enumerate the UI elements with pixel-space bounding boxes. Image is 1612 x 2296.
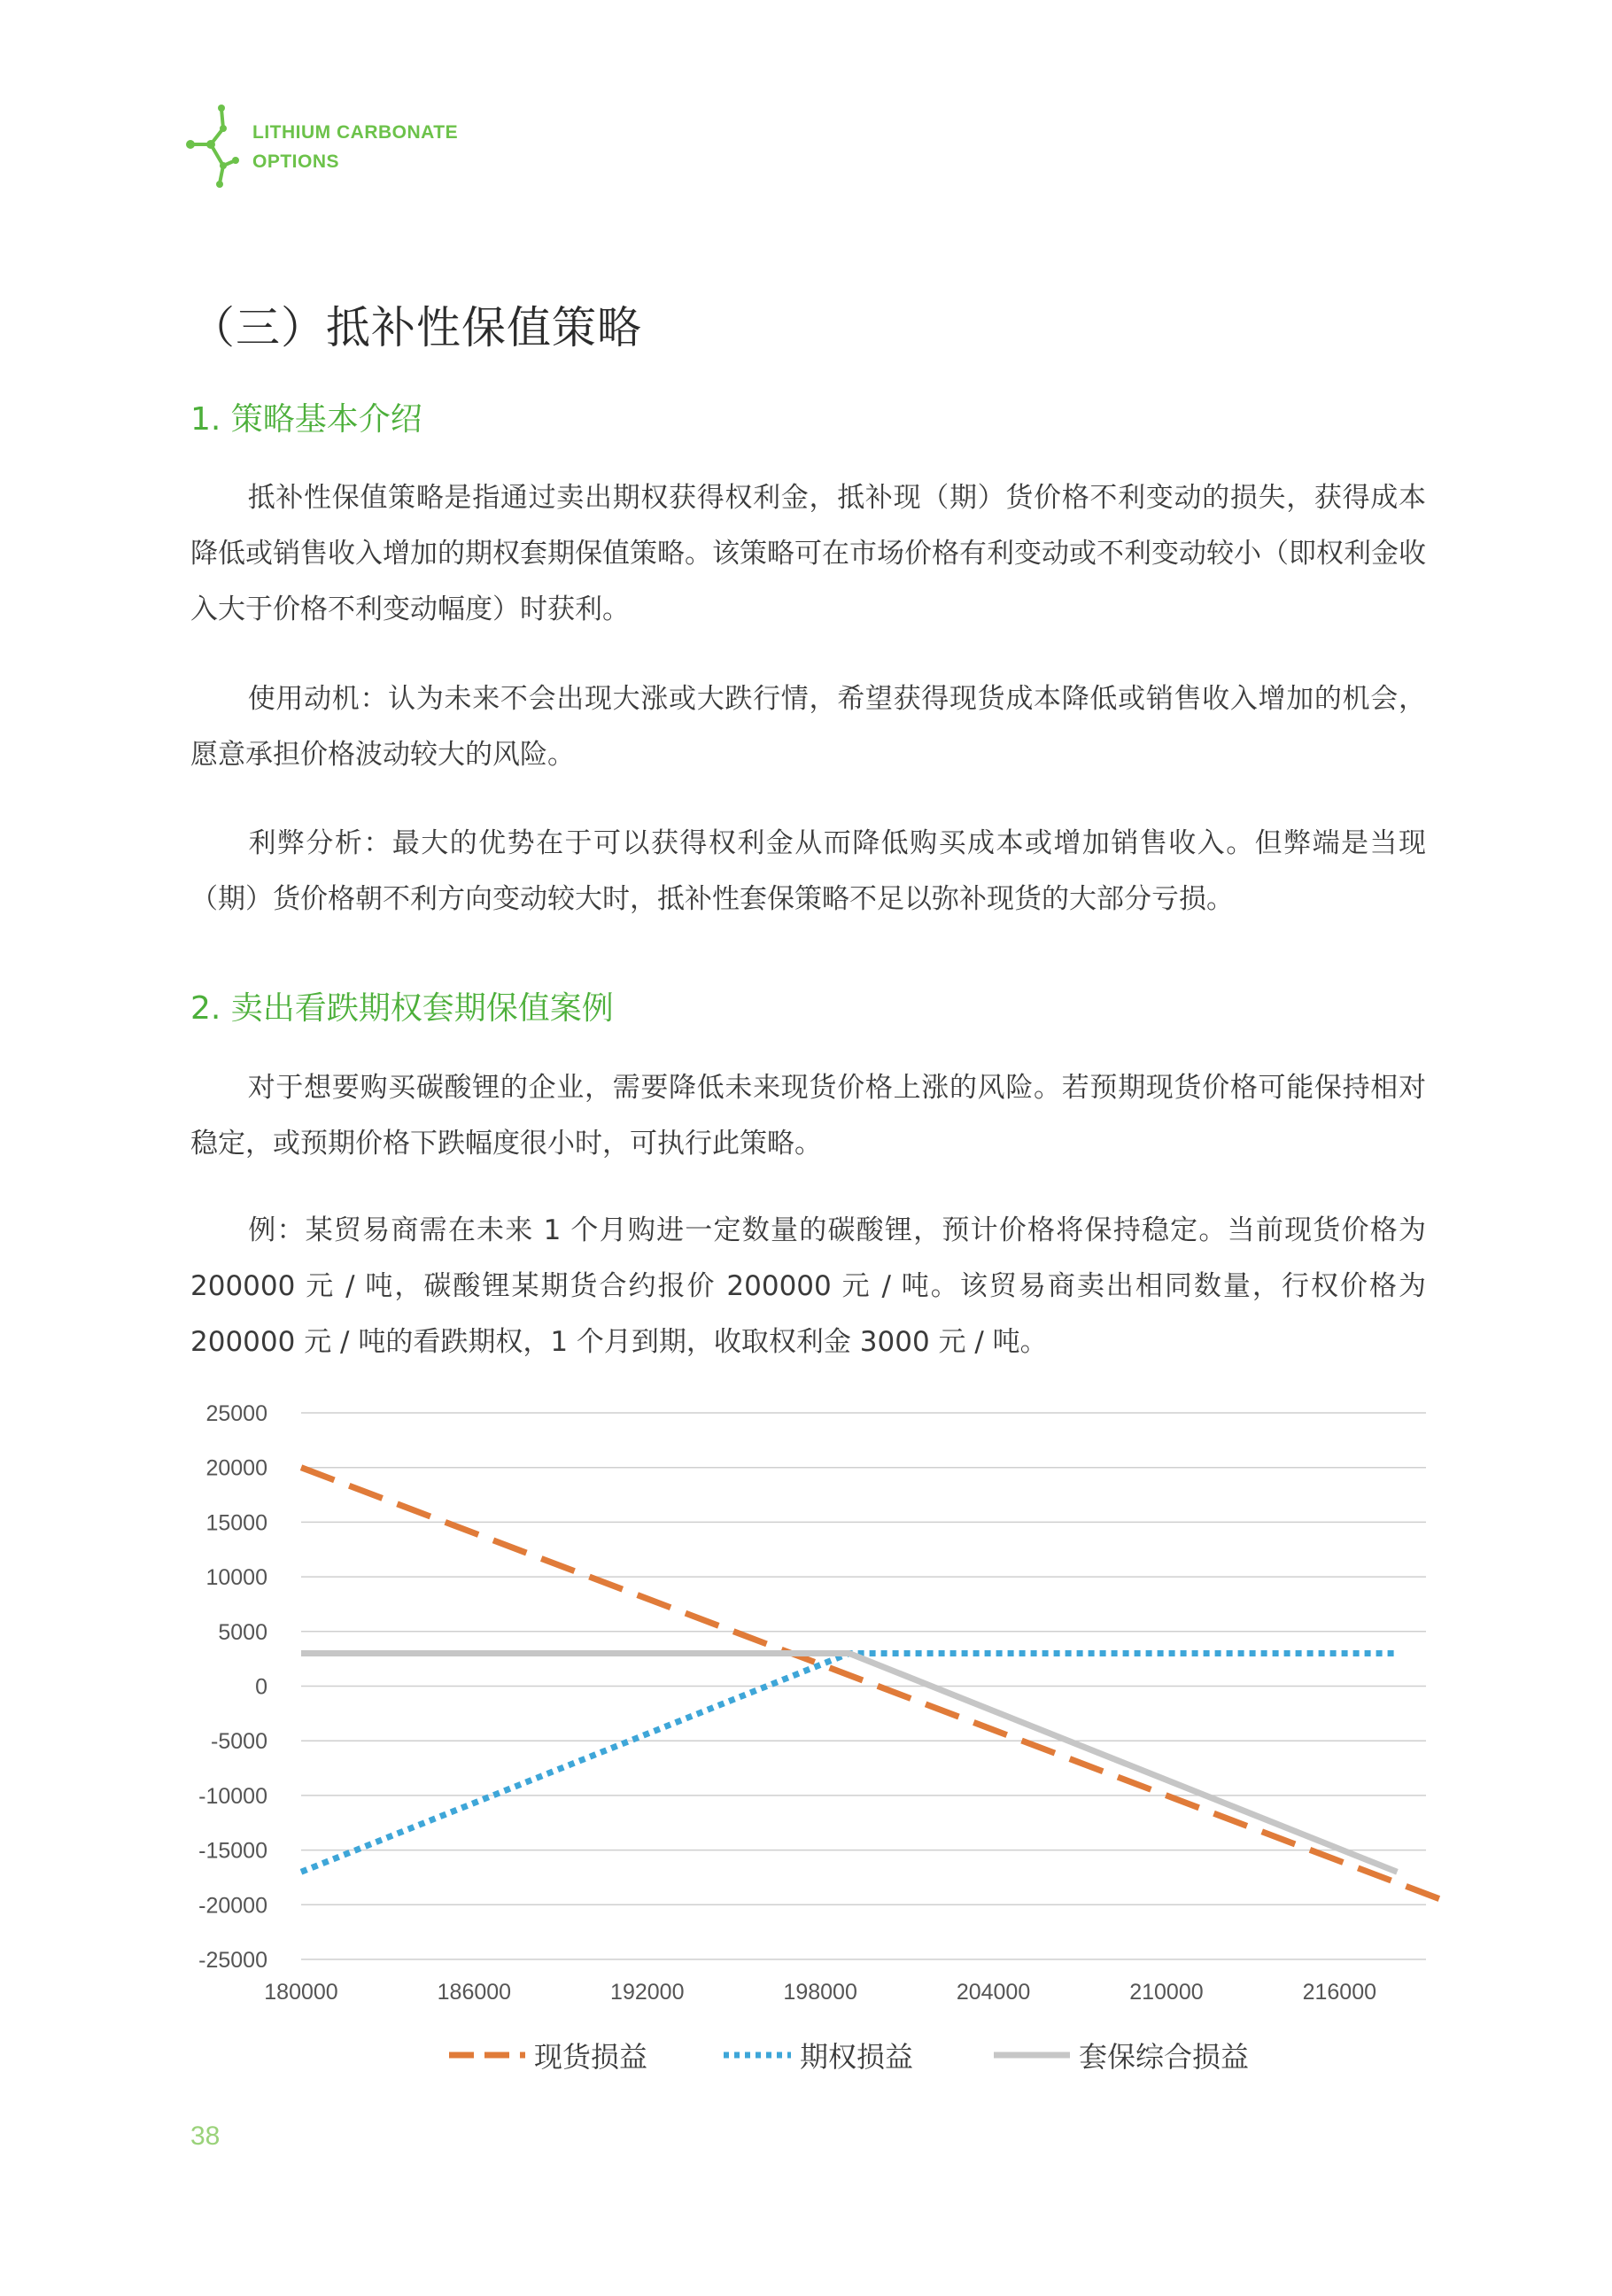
y-tick-label: -25000 xyxy=(198,1948,267,1973)
paragraph-analysis-text: 利弊分析：最大的优势在于可以获得权利金从而降低购买成本或增加销售收入。但弊端是当现（期）货价格朝不利方向变动较大时，抵补性套保策略不足以弥补现货的大部分亏损。 xyxy=(190,827,1426,915)
y-tick-label: -5000 xyxy=(211,1729,267,1755)
legend-item-spot xyxy=(447,2033,647,2077)
molecule-icon xyxy=(186,102,239,190)
x-tick-label: 210000 xyxy=(1129,1980,1204,2005)
paragraph-motive xyxy=(190,671,1426,783)
paragraph-analysis xyxy=(190,816,1426,927)
y-tick-label: 15000 xyxy=(205,1510,267,1536)
subsection-title-1: 1. 策略基本介绍 xyxy=(190,401,422,438)
x-tick-label: 216000 xyxy=(1302,1980,1377,2005)
paragraph-case xyxy=(190,1060,1426,1172)
legend-swatch-option xyxy=(722,2046,793,2064)
legend-label-option: 期权损益 xyxy=(800,2040,914,2074)
page-number: 38 xyxy=(190,2121,221,2151)
legend-label-combined: 套保综合损益 xyxy=(1079,2040,1250,2074)
section-title: （三）抵补性保值策略 xyxy=(190,302,642,353)
x-tick-label: 198000 xyxy=(783,1980,857,2005)
x-tick-label: 186000 xyxy=(437,1980,512,2005)
paragraph-intro xyxy=(190,470,1426,638)
y-tick-label: 10000 xyxy=(205,1565,267,1591)
subsection-title-2: 2. 卖出看跌期权套期保值案例 xyxy=(190,990,614,1027)
paragraph-case-text: 对于想要购买碳酸锂的企业，需要降低未来现货价格上涨的风险。若预期现货价格可能保持相对稳定，或预期价格下跌幅度很小时，可执行此策略。 xyxy=(190,1072,1426,1160)
legend-item-combined xyxy=(992,2033,1249,2077)
y-tick-label: 5000 xyxy=(218,1619,267,1645)
pnl-line-chart xyxy=(177,1377,1453,2015)
y-tick-label: -15000 xyxy=(198,1838,267,1864)
x-tick-label: 192000 xyxy=(610,1980,685,2005)
legend-label-spot: 现货损益 xyxy=(534,2040,648,2074)
legend-item-option xyxy=(722,2033,913,2077)
brand-title xyxy=(252,118,458,176)
paragraph-motive-text: 使用动机：认为未来不会出现大涨或大跌行情，希望获得现货成本降低或销售收入增加的机会，愿意承担价格波动较大的风险。 xyxy=(190,683,1426,771)
y-tick-label: 25000 xyxy=(205,1401,267,1426)
x-tick-label: 180000 xyxy=(264,1980,338,2005)
paragraph-example xyxy=(190,1203,1426,1370)
y-tick-label: 20000 xyxy=(205,1455,267,1481)
paragraph-intro-text: 抵补性保值策略是指通过卖出期权获得权利金，抵补现（期）货价格不利变动的损失，获得成本降低或销售收入增加的期权套期保值策略。该策略可在市场价格有利变动或不利变动较小（即权利金收入大于价格不利变动幅度）时获利。 xyxy=(190,482,1426,625)
y-tick-label: -20000 xyxy=(198,1893,267,1919)
paragraph-example-text: 例：某贸易商需在未来 1 个月购进一定数量的碳酸锂，预计价格将保持稳定。当前现货价格为 200000 元 / 吨，碳酸锂某期货合约报价 200000 元 / 吨。该贸易商卖出相同数量，行权价格为 200000 元 / 吨的看跌期权，1 个月到期，收取权利金 3000 元 / 吨。 xyxy=(190,1214,1426,1358)
brand-line-1: LITHIUM CARBONATE xyxy=(252,122,459,143)
x-tick-label: 204000 xyxy=(956,1980,1031,2005)
y-tick-label: 0 xyxy=(255,1674,267,1700)
brand-line-2: OPTIONS xyxy=(252,151,340,172)
legend-swatch-spot xyxy=(447,2046,527,2064)
y-tick-label: -10000 xyxy=(198,1783,267,1809)
legend-swatch-combined xyxy=(992,2046,1072,2064)
